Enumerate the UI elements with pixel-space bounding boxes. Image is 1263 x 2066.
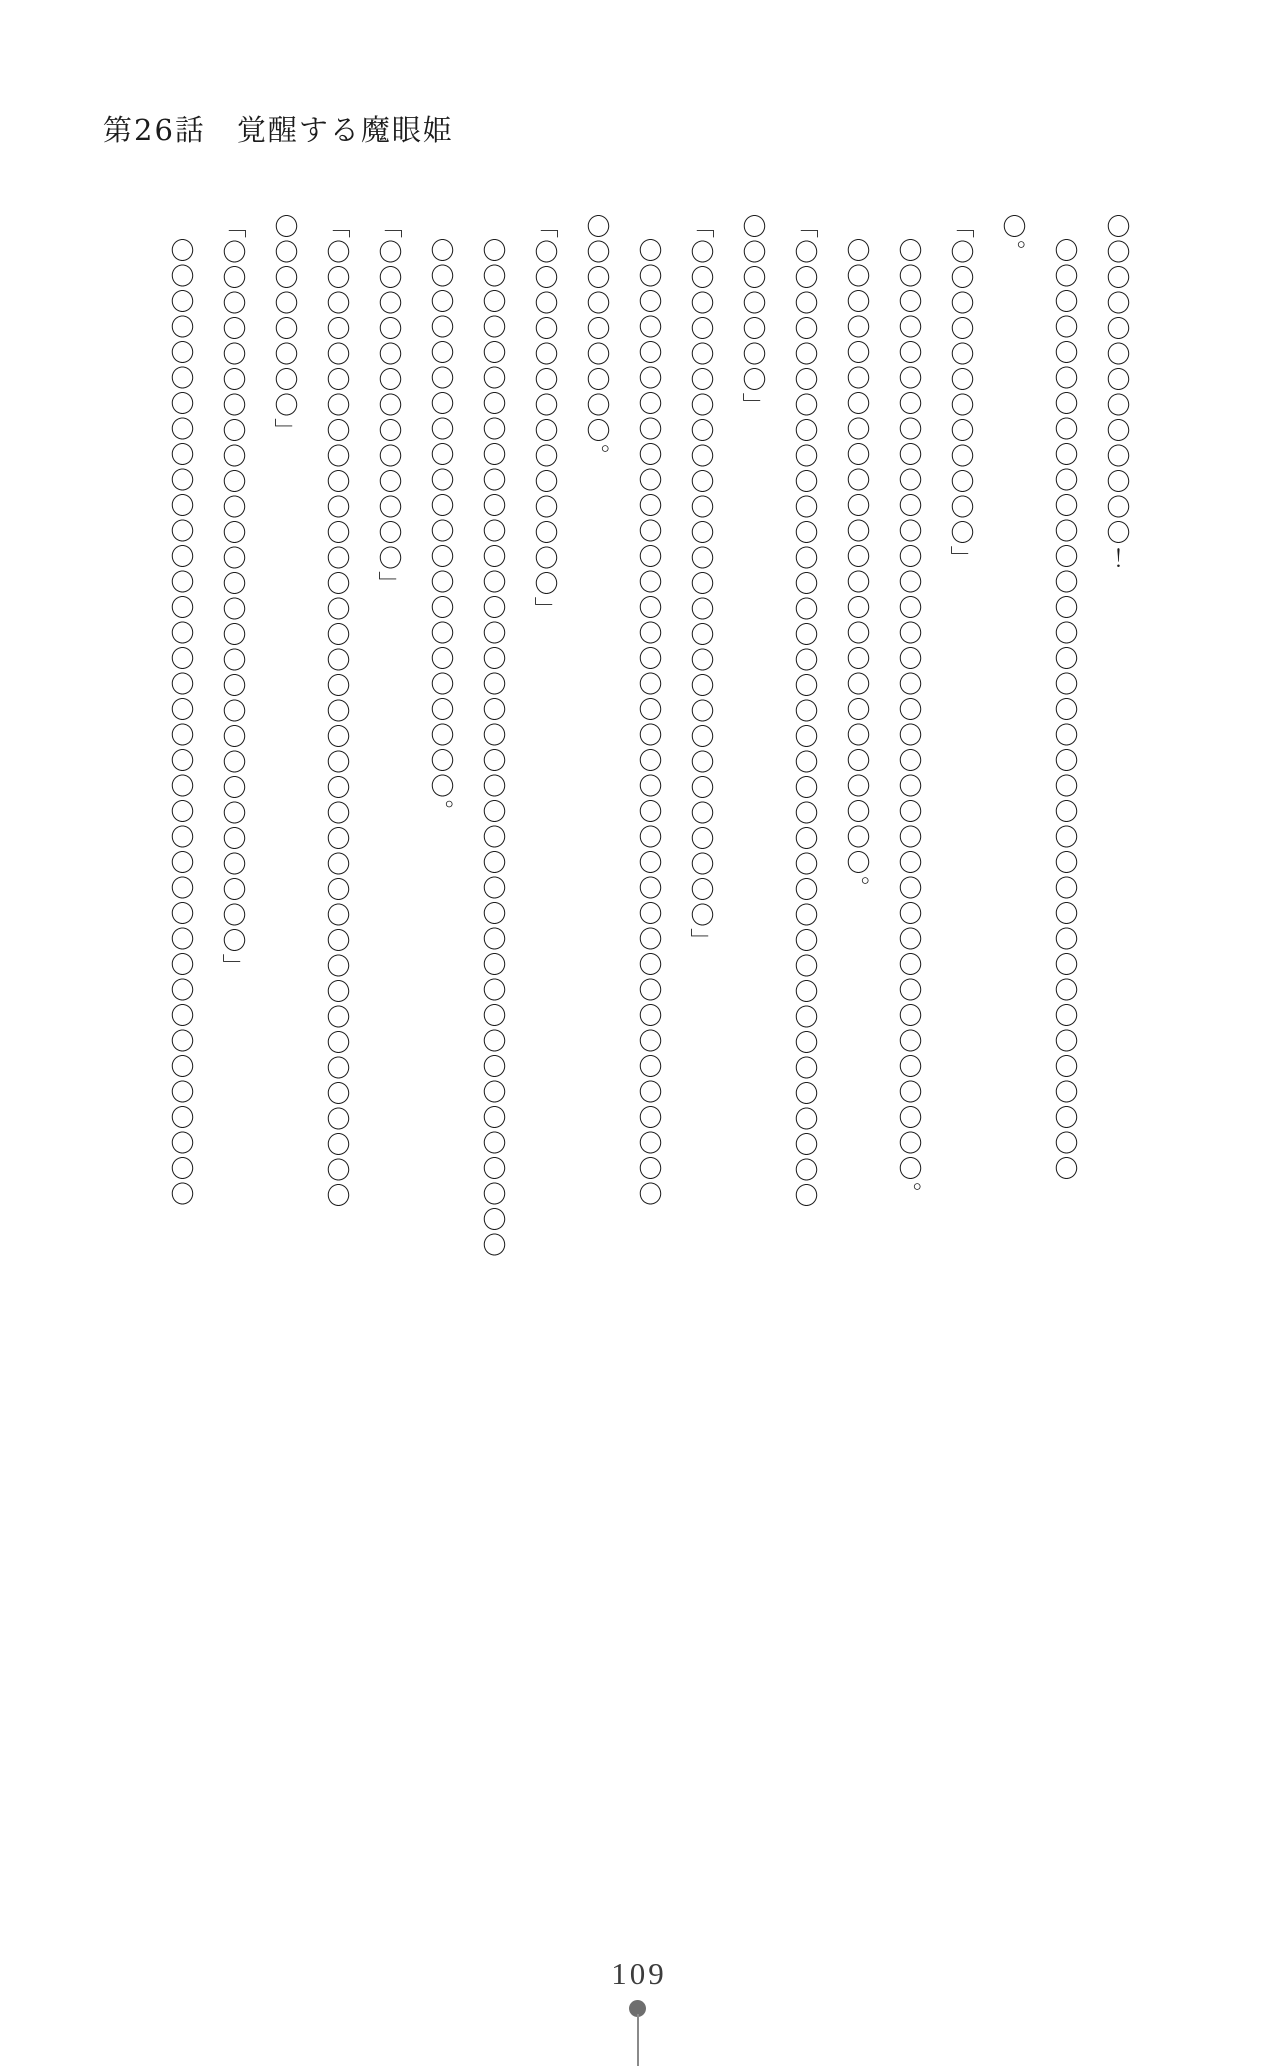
text-column: 〇〇〇〇〇〇〇〇〇〇〇〇〇〇〇〇〇〇〇〇〇〇〇〇〇〇〇〇〇〇〇〇〇〇〇〇〇〇 xyxy=(634,238,662,1207)
text-column: 〇〇〇〇〇〇〇〇〇〇〇〇〇〇〇〇〇〇〇〇〇〇〇〇〇〇〇〇〇〇〇〇〇〇〇〇〇〇 xyxy=(166,238,194,1207)
text-column: 〇〇〇〇〇〇〇〇」 xyxy=(270,214,298,444)
text-column: 〇〇〇〇〇〇〇〇〇。 xyxy=(582,214,610,469)
text-column: 〇〇〇〇〇〇〇〇〇〇〇〇〇！ xyxy=(1102,214,1130,571)
text-column: 「〇〇〇〇〇〇〇〇〇〇〇〇〇〇〇〇〇〇〇〇〇〇〇〇〇〇〇〇〇〇〇〇〇〇〇〇〇〇 xyxy=(790,214,818,1209)
page-number: 109 xyxy=(611,1956,667,1991)
text-column: 〇〇〇〇〇〇〇〇〇〇〇〇〇〇〇〇〇〇〇〇〇〇〇〇〇〇〇〇〇〇〇〇〇〇〇〇〇 xyxy=(1050,238,1078,1182)
text-column: 「〇〇〇〇〇〇〇〇〇〇〇〇〇〇」 xyxy=(530,214,558,622)
text-column: 〇〇〇〇〇〇〇〇〇〇〇〇〇〇〇〇〇〇〇〇〇〇〇〇〇〇〇〇〇〇〇〇〇〇〇〇〇〇〇〇 xyxy=(478,238,506,1258)
text-column: 〇〇〇〇〇〇〇〇〇〇〇〇〇〇〇〇〇〇〇〇〇〇〇〇〇。 xyxy=(842,238,870,901)
body-text xyxy=(154,214,1142,1266)
text-column: 「〇〇〇〇〇〇〇〇〇〇〇〇〇〇〇〇〇〇〇〇〇〇〇〇〇〇〇」 xyxy=(686,214,714,954)
footer-ornament-stem-line xyxy=(637,2014,639,2066)
text-column: 「〇〇〇〇〇〇〇〇〇〇〇〇〇〇〇〇〇〇〇〇〇〇〇〇〇〇〇〇」 xyxy=(218,214,246,979)
text-column: 〇。 xyxy=(998,214,1026,265)
text-column: 〇〇〇〇〇〇〇〇〇〇〇〇〇〇〇〇〇〇〇〇〇〇〇〇〇〇〇〇〇〇〇〇〇〇〇〇〇。 xyxy=(894,238,922,1207)
text-column: 〇〇〇〇〇〇〇」 xyxy=(738,214,766,418)
text-column: 〇〇〇〇〇〇〇〇〇〇〇〇〇〇〇〇〇〇〇〇〇〇。 xyxy=(426,238,454,825)
text-column: 「〇〇〇〇〇〇〇〇〇〇〇〇」 xyxy=(946,214,974,571)
chapter-header: 第26話 覚醒する魔眼姫 xyxy=(103,113,454,147)
text-column: 「〇〇〇〇〇〇〇〇〇〇〇〇〇」 xyxy=(374,214,402,597)
text-column: 「〇〇〇〇〇〇〇〇〇〇〇〇〇〇〇〇〇〇〇〇〇〇〇〇〇〇〇〇〇〇〇〇〇〇〇〇〇〇 xyxy=(322,214,350,1209)
